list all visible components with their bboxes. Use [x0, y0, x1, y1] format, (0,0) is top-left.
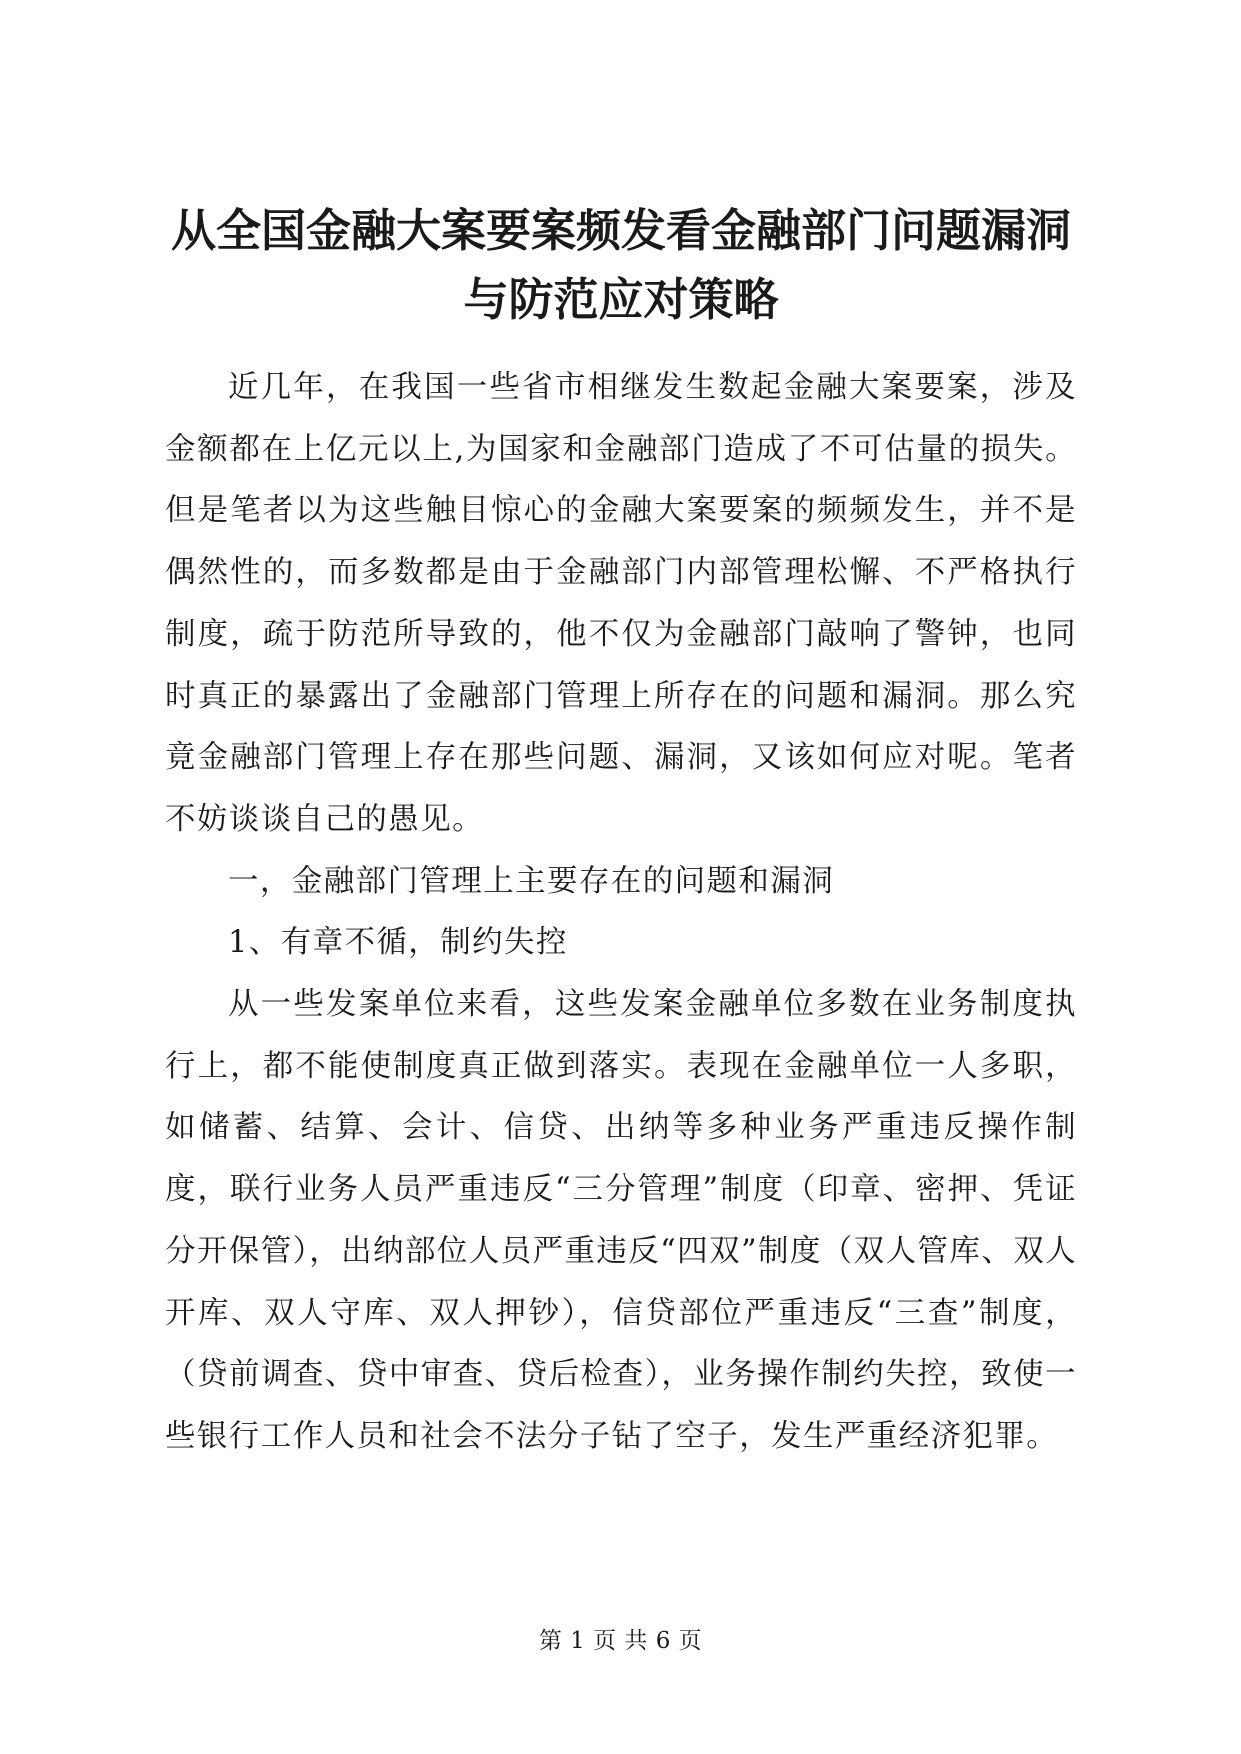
page-footer: 第 1 页 共 6 页	[538, 1628, 703, 1654]
paragraph-intro: 近几年，在我国一些省市相继发生数起金融大案要案，涉及金额都在上亿元以上,为国家和金融部门造成了不可估量的损失。但是笔者以为这些触目惊心的金融大案要案的频频发生，并不是偶然性的，而多数都是由于金融部门内部管理松懈、不严格执行制度，疏于防范所导致的，他不仅为金融部门敲响了警钟，也同时真正的暴露出了金融部门管理上所存在的问题和漏洞。那么究竟金融部门管理上存在那些问题、漏洞，又该如何应对呢。笔者不妨谈谈自己的愚见。	[165, 370, 1077, 837]
document-title: 从全国金融大案要案频发看金融部门问题漏洞与防范应对策略	[170, 204, 1071, 326]
paragraph-subsection-1: 从一些发案单位来看，这些发案金融单位多数在业务制度执行上，都不能使制度真正做到落实。表现在金融单位一人多职，如储蓄、结算、会计、信贷、出纳等多种业务严重违反操作制度，联行业务人员严重违反“三分管理”制度（印章、密押、凭证分开保管），出纳部位人员严重违反“四双”制度（双人管库、双人开库、双人守库、双人押钞），信贷部位严重违反“三查”制度，（贷前调查、贷中审查、贷后检查），业务操作制约失控，致使一些银行工作人员和社会不法分子钻了空子，发生严重经济犯罪。	[165, 987, 1077, 1454]
document-body	[165, 357, 1077, 1468]
subsection-heading-1: 1、有章不循，制约失控	[228, 925, 568, 961]
section-heading-1: 一，金融部门管理上主要存在的问题和漏洞	[228, 863, 835, 899]
